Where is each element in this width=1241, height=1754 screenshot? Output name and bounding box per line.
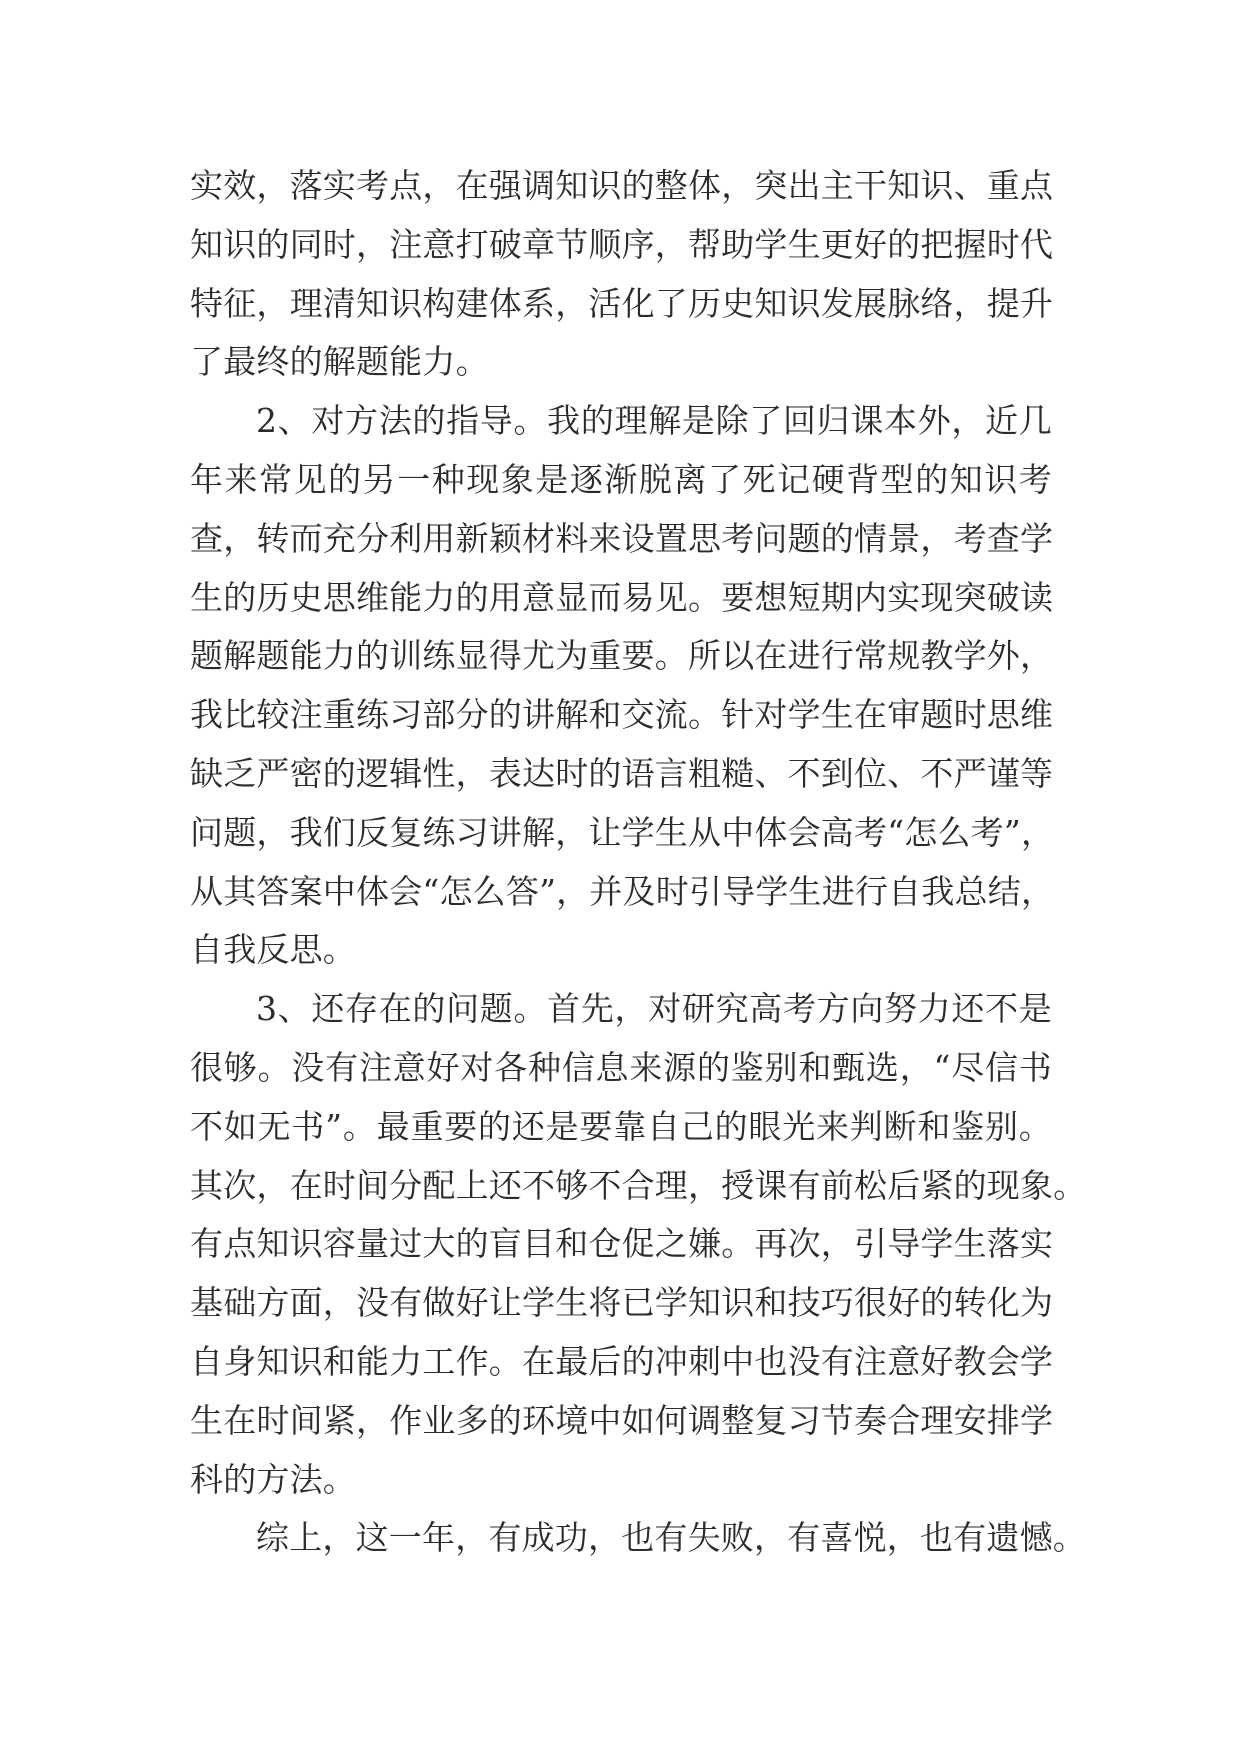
text-line: 生在时间紧，作业多的环境中如何调整复习节奏合理安排学 (190, 1400, 1054, 1440)
text-line: 3、还存在的问题。首先，对研究高考方向努力还不是 (256, 989, 1052, 1029)
text-line: 生的历史思维能力的用意显而易见。要想短期内实现突破读 (190, 577, 1054, 617)
text-line: 基础方面，没有做好让学生将已学知识和技巧很好的转化为 (190, 1283, 1054, 1323)
text-line: 自我反思。 (190, 930, 356, 970)
text-line: 了最终的解题能力。 (190, 342, 489, 382)
text-line: 很够。没有注意好对各种信息来源的鉴别和甄选，“尽信书 (190, 1047, 1052, 1087)
body-text (190, 157, 1087, 1568)
text-line: 科的方法。 (190, 1459, 356, 1499)
text-line: 我比较注重练习部分的讲解和交流。针对学生在审题时思维 (190, 695, 1054, 735)
text-line: 从其答案中体会“怎么答”，并及时引导学生进行自我总结， (190, 871, 1055, 911)
text-line: 综上，这一年，有成功，也有失败，有喜悦，也有遗憾。 (256, 1518, 1086, 1558)
text-line: 年来常见的另一种现象是逐渐脱离了死记硬背型的知识考 (190, 459, 1052, 499)
text-line: 题解题能力的训练显得尤为重要。所以在进行常规教学外， (190, 636, 1054, 676)
text-line: 特征，理清知识构建体系，活化了历史知识发展脉络，提升 (190, 283, 1054, 323)
text-line: 2、对方法的指导。我的理解是除了回归课本外，近几 (256, 401, 1052, 441)
text-line: 其次，在时间分配上还不够不合理，授课有前松后紧的现象。 (190, 1165, 1087, 1205)
text-line: 自身知识和能力工作。在最后的冲刺中也没有注意好教会学 (190, 1341, 1054, 1381)
text-line: 问题，我们反复练习讲解，让学生从中体会高考“怎么考”， (190, 812, 1055, 852)
text-line: 查，转而充分利用新颖材料来设置思考问题的情景，考查学 (190, 518, 1054, 558)
text-line: 实效，落实考点，在强调知识的整体，突出主干知识、重点 (190, 166, 1054, 205)
text-line: 知识的同时，注意打破章节顺序，帮助学生更好的把握时代 (190, 224, 1054, 264)
text-line: 不如无书”。最重要的还是要靠自己的眼光来判断和鉴别。 (190, 1106, 1052, 1146)
text-line: 有点知识容量过大的盲目和仓促之嫌。再次，引导学生落实 (190, 1224, 1054, 1264)
text-line: 缺乏严密的逻辑性，表达时的语言粗糙、不到位、不严谨等 (190, 753, 1054, 793)
